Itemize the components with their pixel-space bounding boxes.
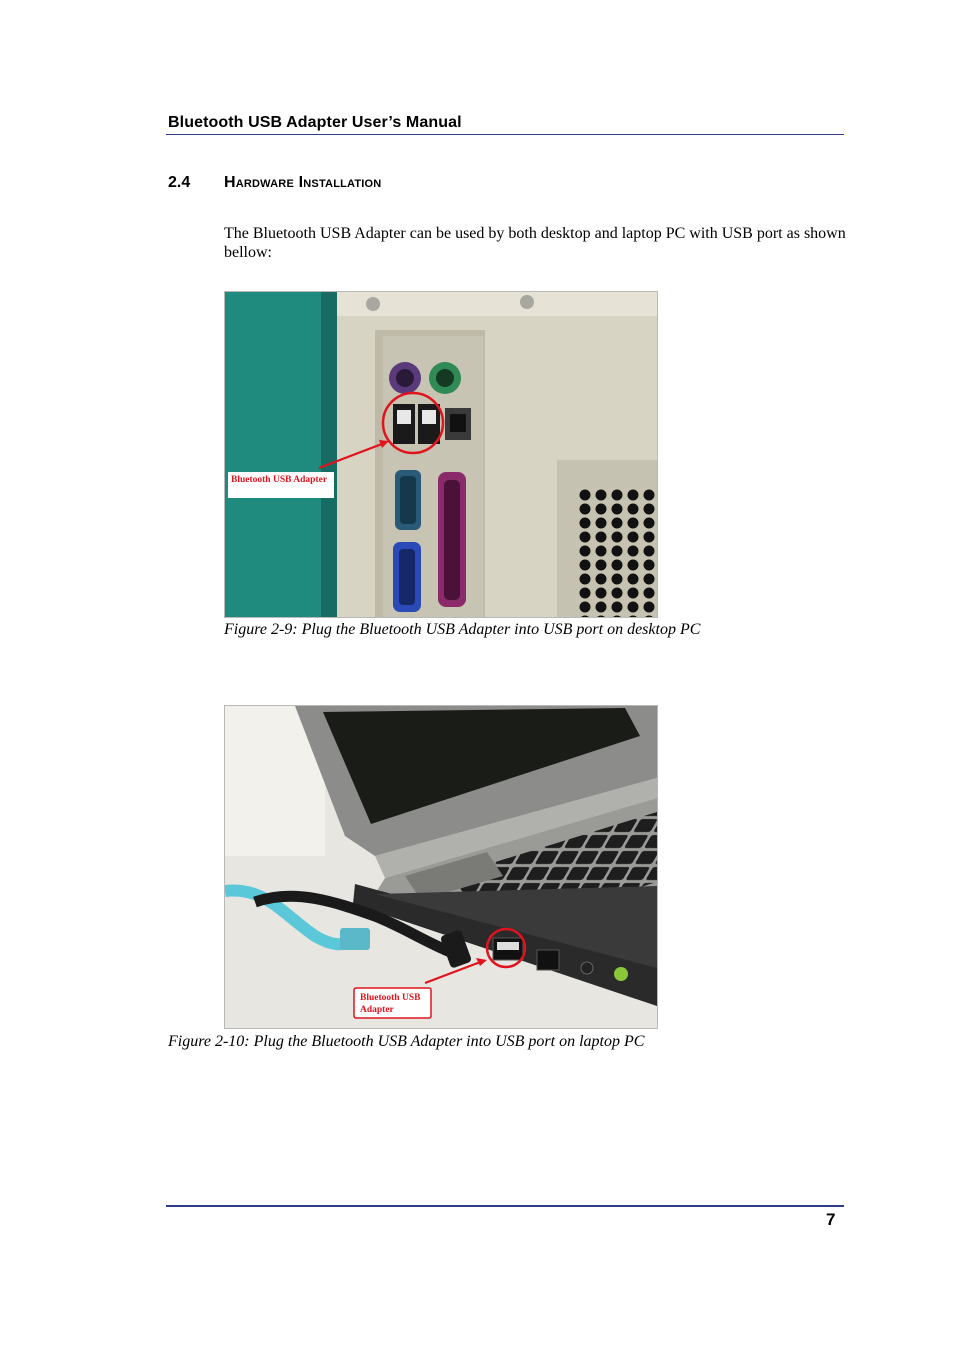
figure-desktop-pc-photo	[224, 291, 658, 618]
page-number: 7	[826, 1210, 836, 1229]
running-header: Bluetooth USB Adapter User’s Manual	[168, 114, 462, 131]
section-title: Hardware Installation	[224, 174, 382, 191]
figure-2-9-caption: Figure 2-9: Plug the Bluetooth USB Adapter into USB port on desktop PC	[224, 621, 701, 638]
header-rule	[166, 134, 844, 135]
laptop-pc-illustration	[225, 706, 657, 1028]
laptop-callout-label-line1: Bluetooth USB	[360, 993, 421, 1003]
section-number: 2.4	[168, 174, 191, 191]
desktop-pc-illustration	[225, 292, 657, 617]
figure-2-10-caption: Figure 2-10: Plug the Bluetooth USB Adapter into USB port on laptop PC	[168, 1033, 645, 1050]
intro-paragraph: The Bluetooth USB Adapter can be used by both desktop and laptop PC with USB port as shown bellow:	[224, 225, 846, 261]
footer-rule	[166, 1205, 844, 1207]
desktop-callout-label: Bluetooth USB Adapter	[231, 475, 328, 485]
figure-laptop-pc-photo	[224, 705, 658, 1029]
laptop-callout-label-line2: Adapter	[360, 1005, 394, 1015]
